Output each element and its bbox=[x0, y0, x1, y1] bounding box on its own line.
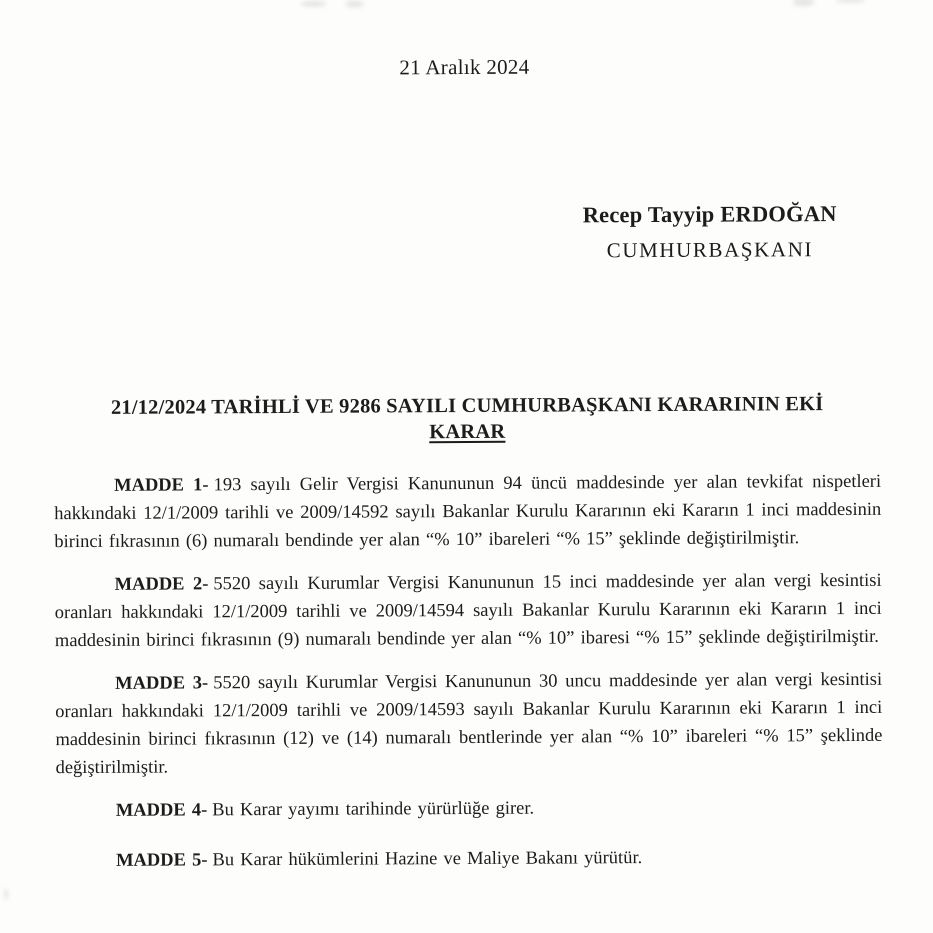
article-3-text: 5520 sayılı Kurumlar Vergisi Kanununun 30 uncu maddesinde yer alan vergi kesintisi oranları hakkındaki 12/1/2009 tarihli ve 2009/14593 sayılı Bakanlar Kurulu Kararının eki Kararın 1 inci maddesinin birinci fıkrasının (12) ve (14) numaralı bentlerinde yer alan “% 10” ibareleri “% 15” şeklinde değiştirilmiştir. bbox=[55, 669, 883, 779]
scan-artifact bbox=[301, 1, 327, 7]
article-2-label: MADDE 2- bbox=[114, 574, 209, 595]
article-1-label: MADDE 1- bbox=[114, 475, 209, 496]
article-madde-5 bbox=[56, 843, 883, 875]
document-date: 21 Aralık 2024 bbox=[399, 54, 530, 80]
signatory-name: Recep Tayyip ERDOĞAN bbox=[582, 201, 837, 228]
article-3-label: MADDE 3- bbox=[115, 673, 209, 694]
decree-body bbox=[54, 392, 884, 890]
scan-artifact bbox=[346, 1, 364, 8]
scan-artifact bbox=[4, 888, 8, 900]
article-5-text: Bu Karar hükümlerini Hazine ve Maliye Bakanı yürütür. bbox=[212, 848, 643, 871]
article-madde-1 bbox=[54, 468, 881, 556]
signatory-title: CUMHURBAŞKANI bbox=[606, 237, 814, 263]
article-4-text: Bu Karar yayımı tarihinde yürürlüğe girer. bbox=[212, 798, 535, 821]
decree-heading bbox=[54, 392, 881, 447]
article-madde-4 bbox=[56, 793, 883, 825]
article-madde-3 bbox=[55, 666, 883, 782]
decree-heading-line2: KARAR bbox=[429, 420, 506, 444]
article-2-text: 5520 sayılı Kurumlar Vergisi Kanununun 15 inci maddesinde yer alan vergi kesintisi oranları hakkındaki 12/1/2009 tarihli ve 2009/14594 sayılı Bakanlar Kurulu Kararının eki Kararın 1 inci maddesinin birinci fıkrasının (9) numaralı bendinde yer alan “% 10” ibaresi “% 15” şeklinde değiştirilmiştir. bbox=[54, 570, 882, 652]
decree-heading-line1: 21/12/2024 TARİHLİ VE 9286 SAYILI CUMHURBAŞKANI KARARININ EKİ bbox=[110, 393, 824, 419]
signature-block bbox=[551, 197, 869, 266]
article-madde-2 bbox=[55, 567, 882, 655]
scan-artifact bbox=[836, 0, 866, 3]
article-5-label: MADDE 5- bbox=[116, 850, 208, 871]
article-1-text: 193 sayılı Gelir Vergisi Kanununun 94 üncü maddesinde yer alan tevkifat nispetleri hakkındaki 12/1/2009 tarihli ve 2009/14592 sayılı Bakanlar Kurulu Kararının eki Kararın 1 inci maddesinin birinci fıkrasının (6) numaralı bendinde yer alan “% 10” ibareleri “% 15” şeklinde değiştirilmiştir. bbox=[54, 471, 882, 553]
scan-artifact bbox=[793, 0, 815, 6]
article-4-label: MADDE 4- bbox=[115, 800, 208, 821]
